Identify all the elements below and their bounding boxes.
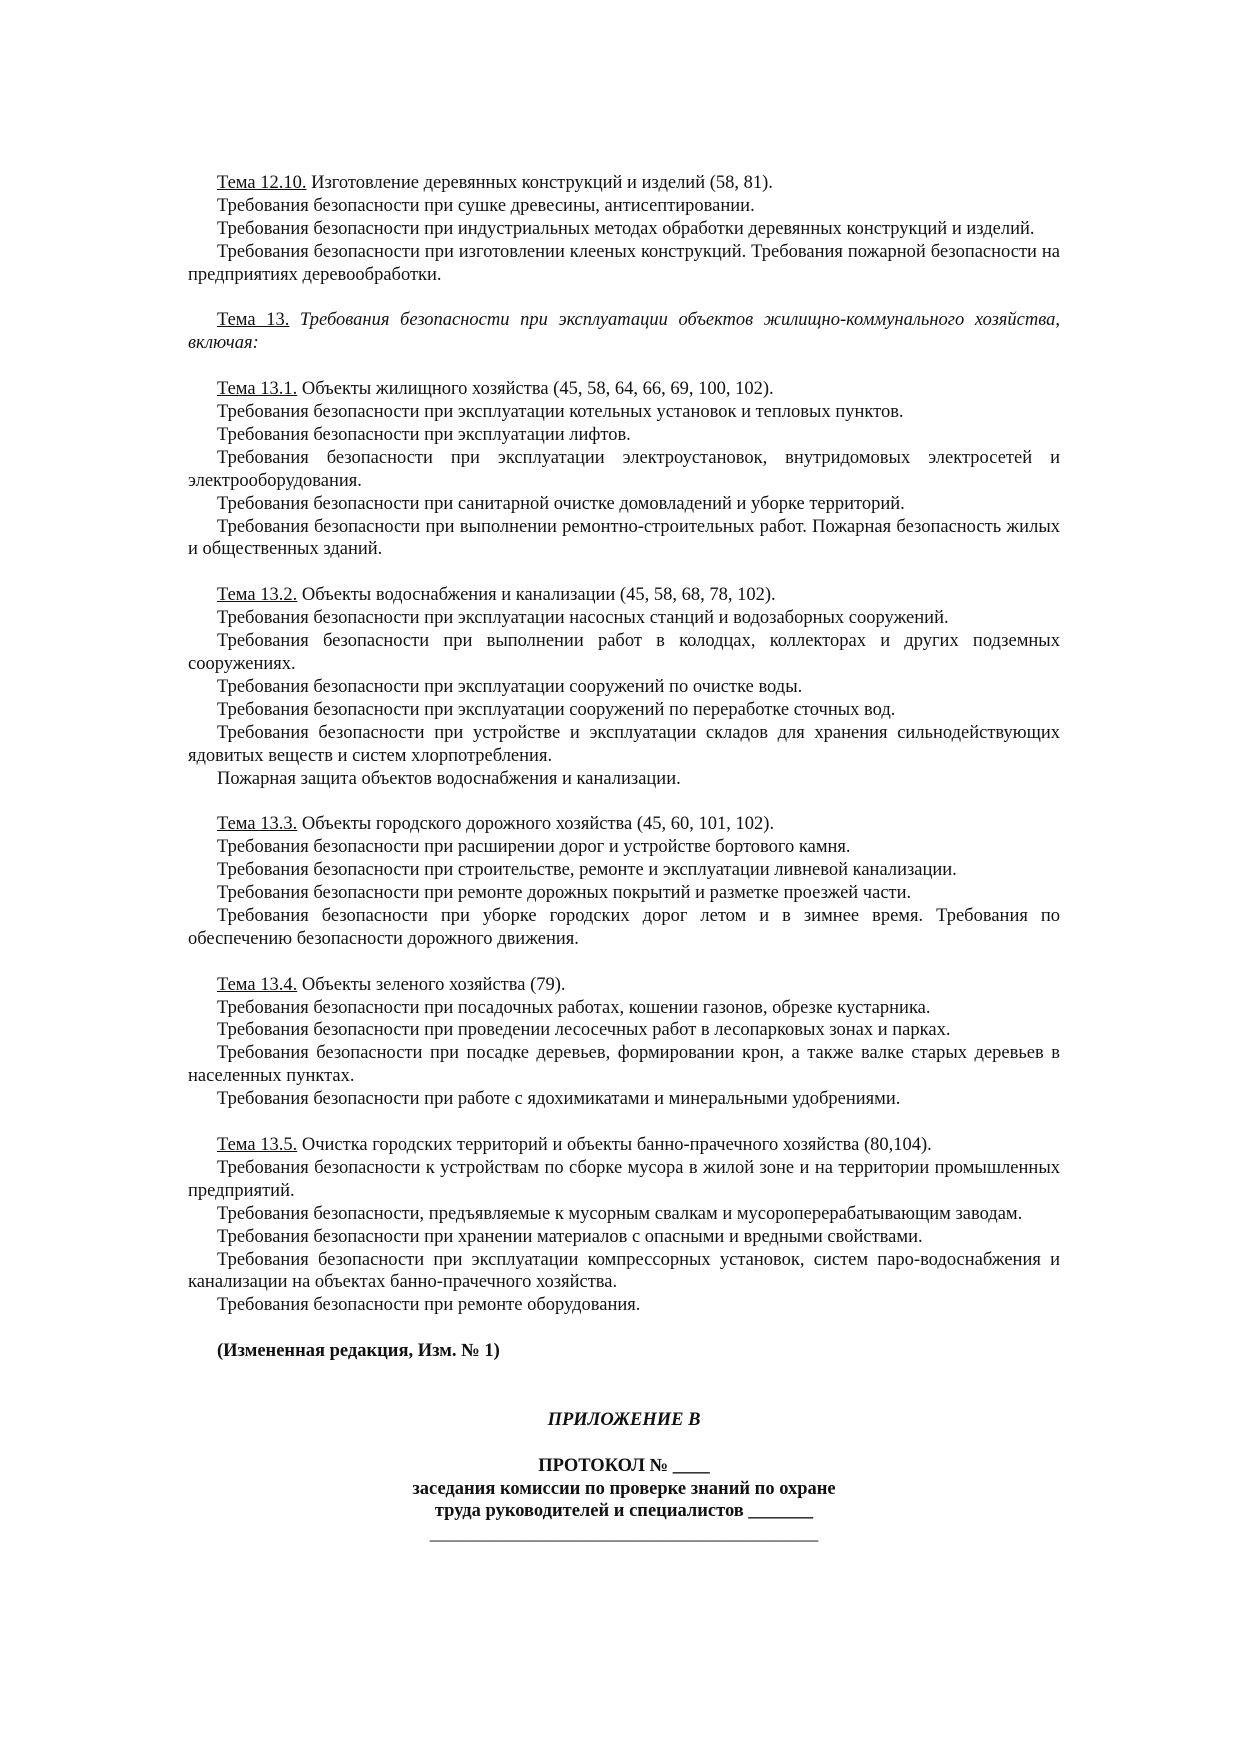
requirement-item: Требования безопасности при устройстве и эксплуатации складов для хранения сильнодействующих ядовитых веществ и систем хлорпотребления.: [188, 722, 1060, 766]
section-heading: [188, 813, 1060, 836]
requirement-item: Требования безопасности при строительстве, ремонте и эксплуатации ливневой канализации.: [217, 860, 957, 881]
requirement-item: Требования безопасности, предъявляемые к мусорным свалкам и мусороперерабатывающим заводам.: [217, 1203, 1023, 1224]
paragraph-gap: [188, 561, 1060, 584]
paragraph-gap: [188, 287, 1060, 310]
document-page: [188, 172, 1060, 1546]
requirement-item: Требования безопасности при эксплуатации сооружений по переработке сточных вод.: [217, 699, 896, 720]
section-heading: [188, 378, 1060, 401]
paragraph-gap: [188, 790, 1060, 813]
topic-label: Тема 13.1.: [217, 379, 298, 400]
section-heading: [188, 1134, 1060, 1157]
protocol-subtitle: труда руководителей и специалистов _______: [434, 1501, 814, 1522]
appendix-title: ПРИЛОЖЕНИЕ В: [547, 1409, 701, 1430]
topic-title: Объекты жилищного хозяйства (45, 58, 64, 66, 69, 100, 102).: [301, 379, 774, 400]
section-heading: [188, 584, 1060, 607]
topic-label: Тема 13.4.: [217, 974, 298, 995]
requirement-item: Требования безопасности при индустриальных методах обработки деревянных конструкций и изделий.: [217, 218, 1035, 239]
topic-title: Изготовление деревянных конструкций и изделий (58, 81).: [311, 173, 773, 193]
topic-title: Объекты городского дорожного хозяйства (45, 60, 101, 102).: [301, 814, 775, 835]
topic-title: Требования безопасности при эксплуатации объектов жилищно-коммунального хозяйства, включая:: [188, 310, 1060, 354]
requirement-item: Требования безопасности при расширении дорог и устройстве бортового камня.: [217, 837, 851, 858]
requirement-item: Требования безопасности при изготовлении клееных конструкций. Требования пожарной безопасности на предприятиях деревообработки.: [188, 241, 1060, 285]
topic-label: Тема 13.2.: [217, 585, 298, 606]
requirement-item: Требования безопасности при эксплуатации электроустановок, внутридомовых электросетей и электрооборудования.: [188, 447, 1060, 491]
requirement-item: Требования безопасности при выполнении ремонтно-строительных работ. Пожарная безопасность жилых и общественных зданий.: [188, 516, 1060, 560]
requirement-item: Требования безопасности при уборке городских дорог летом и в зимнее время. Требования по обеспечению безопасности дорожного движения.: [188, 905, 1060, 949]
requirement-item: Требования безопасности при проведении лесосечных работ в лесопарковых зонах и парках.: [217, 1020, 951, 1041]
topic-title: Объекты зеленого хозяйства (79).: [301, 974, 566, 995]
section-heading: [188, 309, 1060, 355]
requirement-item: Требования безопасности при эксплуатации котельных установок и тепловых пунктов.: [217, 402, 904, 423]
requirement-item: Требования безопасности при посадочных работах, кошении газонов, обрезке кустарника.: [217, 997, 931, 1018]
protocol-underline: __________________________________________: [429, 1524, 819, 1545]
topic-label: Тема 13.: [217, 310, 290, 331]
paragraph-gap: [188, 1111, 1060, 1134]
requirement-item: Требования безопасности при ремонте оборудования.: [217, 1295, 641, 1316]
requirement-item: Пожарная защита объектов водоснабжения и канализации.: [217, 768, 681, 789]
protocol-subtitle: заседания комиссии по проверке знаний по охране: [412, 1478, 836, 1499]
paragraph-gap: [188, 1386, 1060, 1409]
paragraph-gap: [188, 355, 1060, 378]
paragraph-gap: [188, 1317, 1060, 1340]
section-heading: [188, 974, 1060, 997]
paragraph-gap: [188, 1432, 1060, 1455]
topic-label: Тема 13.3.: [217, 814, 298, 835]
paragraph-gap: [188, 951, 1060, 974]
requirement-item: Требования безопасности при эксплуатации сооружений по очистке воды.: [217, 676, 803, 697]
requirement-item: Требования безопасности при работе с ядохимикатами и минеральными удобрениями.: [217, 1089, 901, 1110]
requirement-item: Требования безопасности при выполнении работ в колодцах, коллекторах и других подземных сооружениях.: [188, 631, 1060, 674]
requirement-item: Требования безопасности при эксплуатации лифтов.: [217, 424, 631, 445]
requirement-item: Требования безопасности при ремонте дорожных покрытий и разметке проезжей части.: [217, 883, 912, 904]
protocol-title: ПРОТОКОЛ № ____: [538, 1455, 710, 1476]
topic-label: Тема 13.5.: [217, 1134, 298, 1155]
requirement-item: Требования безопасности при хранении материалов с опасными и вредными свойствами.: [217, 1226, 923, 1247]
requirement-item: Требования безопасности при сушке древесины, антисептировании.: [217, 195, 755, 216]
revision-note: (Измененная редакция, Изм. № 1): [217, 1341, 500, 1362]
requirement-item: Требования безопасности при санитарной очистке домовладений и уборке территорий.: [217, 493, 905, 514]
paragraph-gap: [188, 1363, 1060, 1386]
topic-title: Очистка городских территорий и объекты банно-прачечного хозяйства (80,104).: [301, 1134, 932, 1155]
requirement-item: Требования безопасности при эксплуатации насосных станций и водозаборных сооружений.: [217, 608, 949, 629]
topic-title: Объекты водоснабжения и канализации (45, 58, 68, 78, 102).: [301, 585, 776, 606]
section-heading: [188, 172, 1060, 195]
topic-label: Тема 12.10.: [217, 173, 307, 193]
requirement-item: Требования безопасности при посадке деревьев, формировании крон, а также валке старых деревьев в населенных пунктах.: [188, 1043, 1060, 1087]
requirement-item: Требования безопасности к устройствам по сборке мусора в жилой зоне и на территории промышленных предприятий.: [188, 1157, 1060, 1201]
requirement-item: Требования безопасности при эксплуатации компрессорных установок, систем паро-водоснабжения и канализации на объектах банно-прачечного хозяйства.: [188, 1249, 1060, 1293]
